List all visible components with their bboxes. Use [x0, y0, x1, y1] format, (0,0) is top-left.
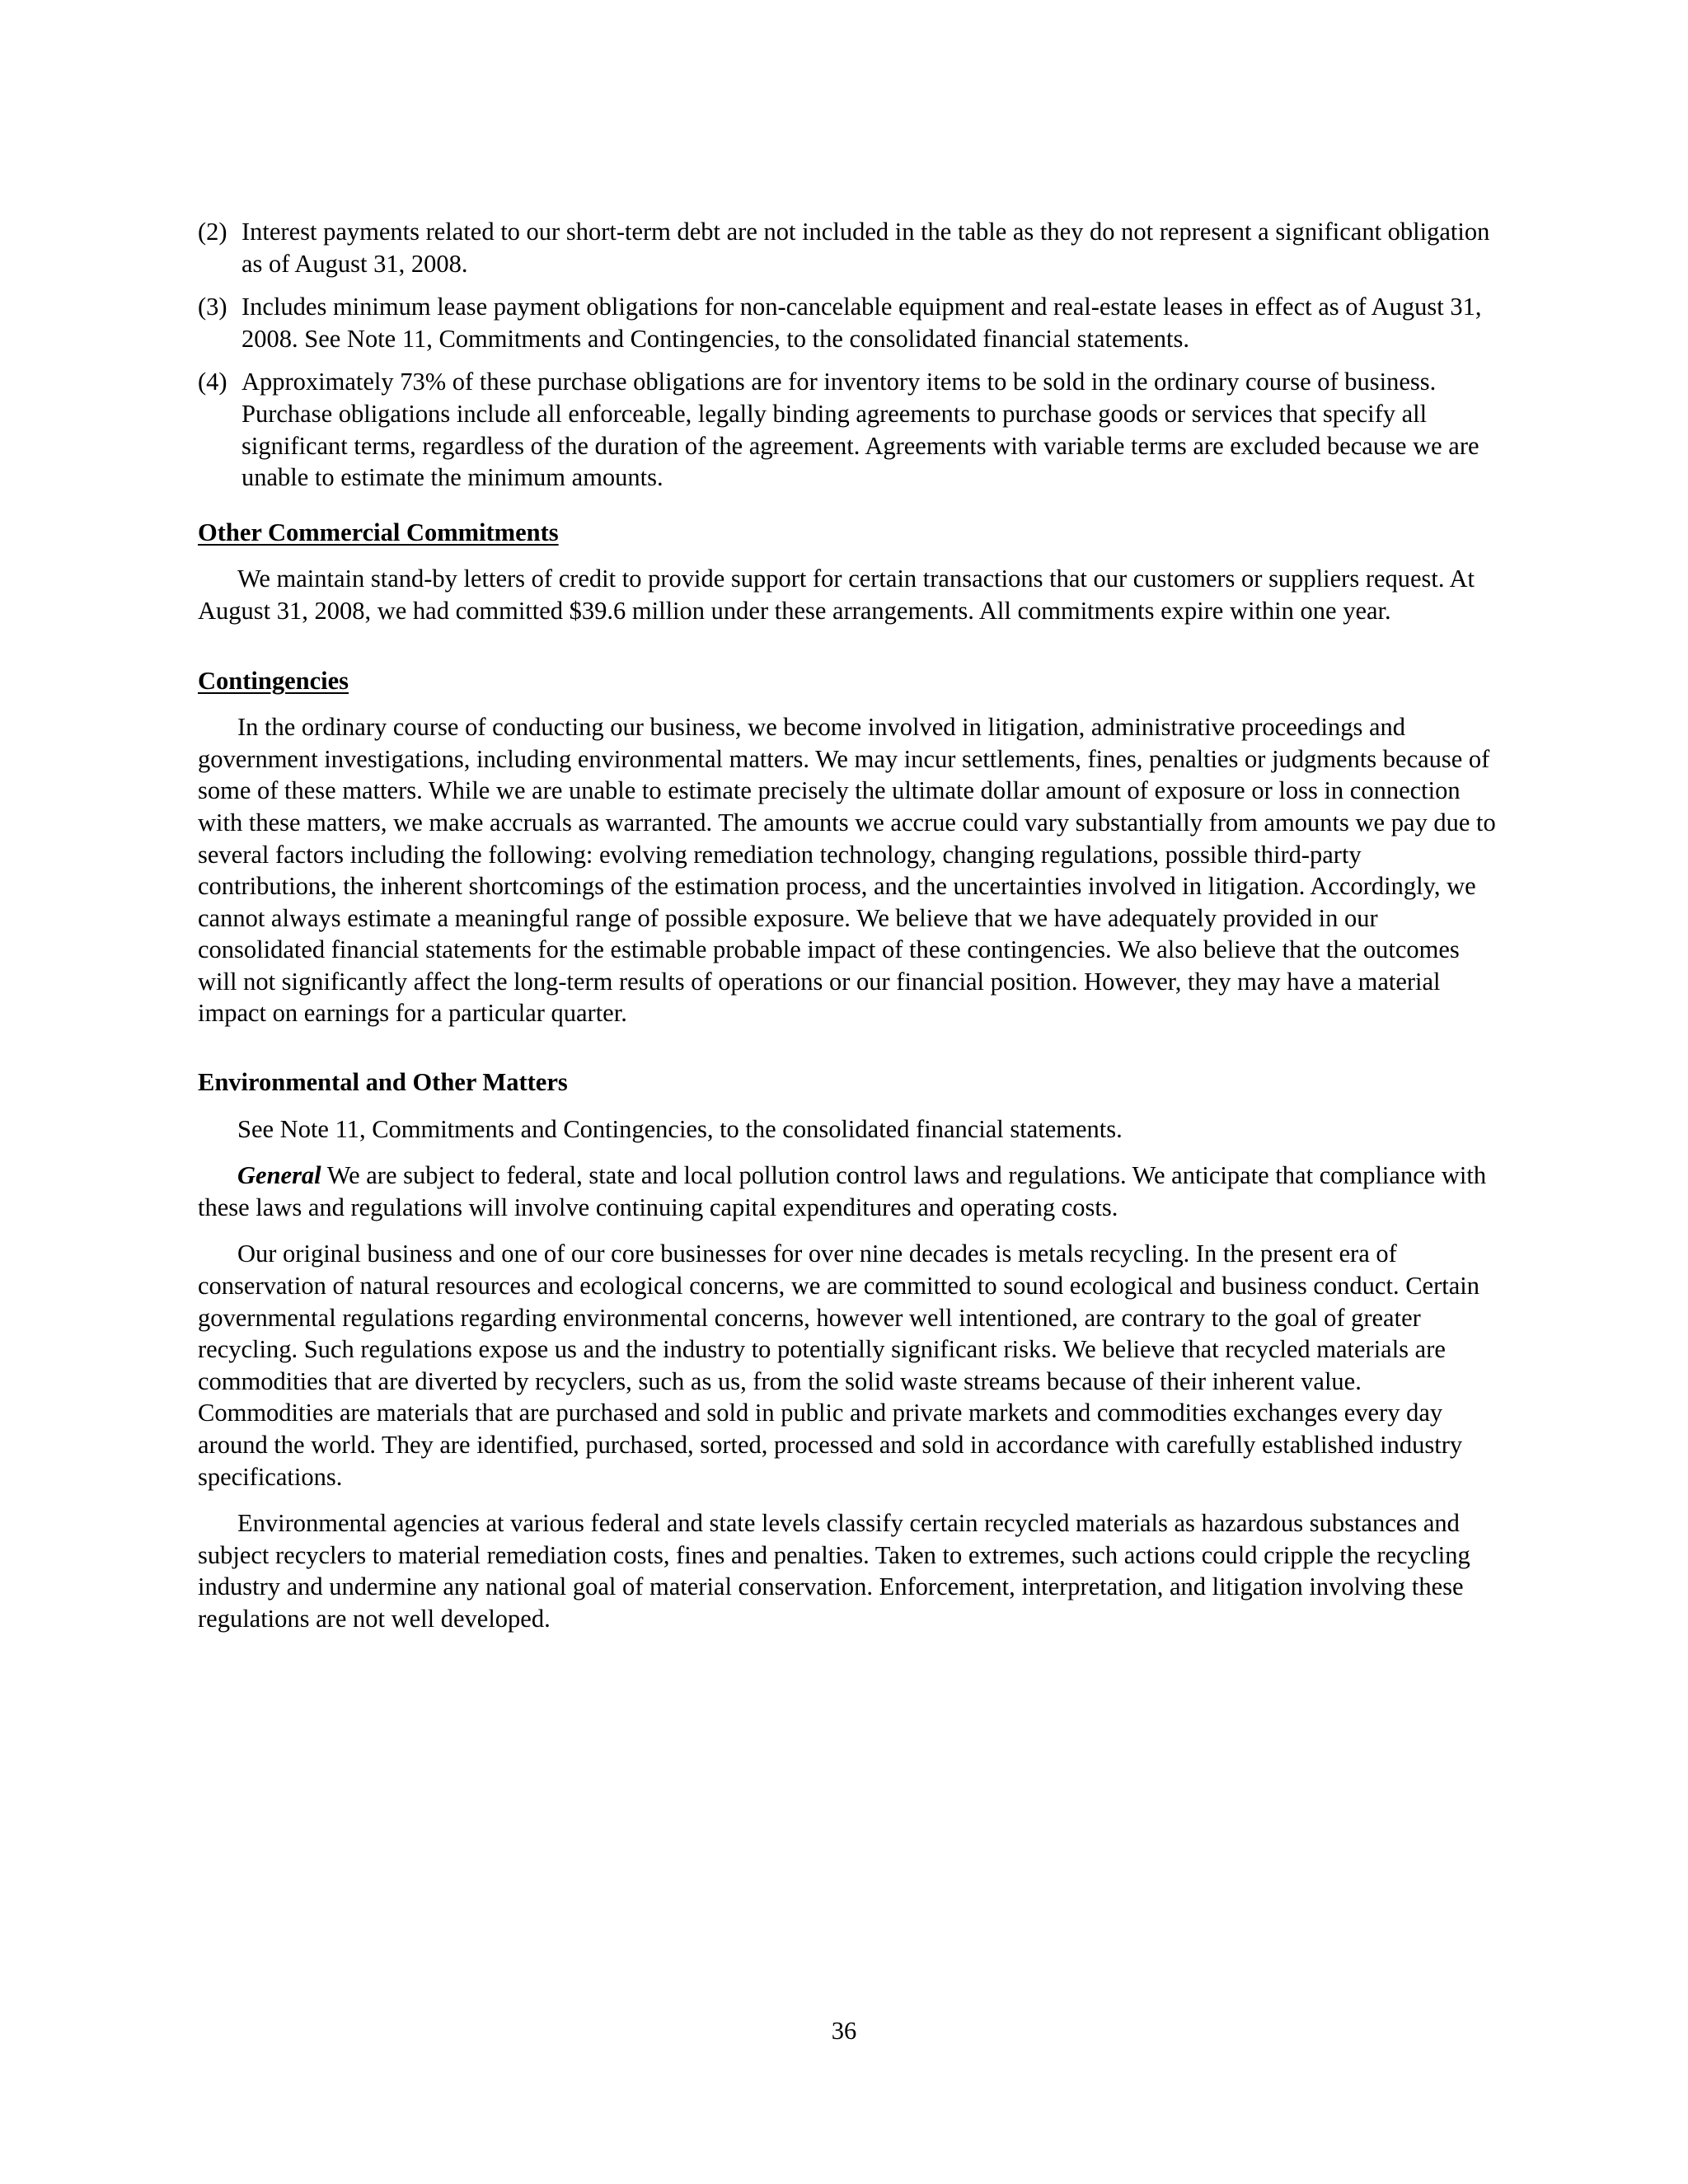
section-heading-contingencies [198, 665, 1500, 697]
footnote-number: (4) [198, 368, 227, 396]
footnote-text: Approximately 73% of these purchase obligations are for inventory items to be sold in the ordinary course of business. Purchase obligations include all enforceable, legally binding agreements to purchase goods or services that specify all significant terms, regardless of the duration of the agreement. Agreements with variable terms are excluded because we are unable to estimate the minimum amounts. [241, 368, 1479, 492]
footnote-number: (3) [198, 293, 227, 321]
see-note-paragraph: See Note 11, Commitments and Contingencies, to the consolidated financial statements. [237, 1114, 1123, 1143]
recycling-paragraph: Our original business and one of our core businesses for over nine decades is metals recycling. In the present era of conservation of natural resources and ecological concerns, we are committed to sound ecological and business conduct. Certain governmental regulations regarding environmental concerns, however well intentioned, are contrary to the goal of greater recycling. Such regulations expose us and the industry to potentially significant risks. We believe that recycled materials are commodities that are diverted by recyclers, such as us, from the solid waste streams because of their inherent value. Commodities are materials that are purchased and sold in public and private markets and commodities exchanges every day around the world. They are identified, purchased, sorted, processed and sold in accordance with carefully established industry specifications. [198, 1240, 1479, 1491]
section-heading-other-commercial-commitments [198, 517, 1500, 549]
footnote-number: (2) [198, 218, 227, 246]
section-heading-environmental [198, 1066, 1500, 1099]
footnote-2 [198, 216, 1500, 279]
footnote-text: Interest payments related to our short-term debt are not included in the table as they do not represent a significant obligation as of August 31, 2008. [241, 218, 1490, 278]
heading-text: Environmental and Other Matters [198, 1068, 568, 1097]
footnote-3 [198, 291, 1500, 354]
other-commercial-commitments-paragraph: We maintain stand-by letters of credit to provide support for certain transactions that our customers or suppliers request. At August 31, 2008, we had committed $39.6 million under these arrangements. All commitments expire within one year. [198, 565, 1475, 625]
contingencies-paragraph: In the ordinary course of conducting our business, we become involved in litigation, administrative proceedings and government investigations, including environmental matters. We may incur settlements, fines, penalties or judgments because of some of these matters. While we are unable to estimate precisely the ultimate dollar amount of exposure or loss in connection with these matters, we make accruals as warranted. The amounts we accrue could vary substantially from amounts we pay due to several factors including the following: evolving remediation technology, changing regulations, possible third-party contributions, the inherent shortcomings of the estimation process, and the uncertainties involved in litigation. Accordingly, we cannot always estimate a meaningful range of possible exposure. We believe that we have adequately provided in our consolidated financial statements for the estimable probable impact of these contingencies. We also believe that the outcomes will not significantly affect the long-term results of operations or our financial position. However, they may have a material impact on earnings for a particular quarter. [198, 713, 1496, 1028]
page-number: 36 [831, 2017, 857, 2045]
heading-text: Contingencies [198, 666, 349, 695]
heading-text: Other Commercial Commitments [198, 518, 559, 546]
document-page [198, 216, 1500, 1635]
footnote-text: Includes minimum lease payment obligations for non-cancelable equipment and real-estate leases in effect as of August 31, 2008. See Note 11, Commitments and Contingencies, to the consolidated financial statements. [241, 293, 1482, 353]
agencies-paragraph: Environmental agencies at various federal and state levels classify certain recycled materials as hazardous substances and subject recyclers to material remediation costs, fines and penalties. Taken to extremes, such actions could cripple the recycling industry and undermine any national goal of material conservation. Enforcement, interpretation, and litigation involving these regulations are not well developed. [198, 1509, 1470, 1633]
general-text: We are subject to federal, state and local pollution control laws and regulations. We anticipate that compliance with these laws and regulations will involve continuing capital expenditures and operating costs. [198, 1161, 1487, 1221]
footnote-4 [198, 366, 1500, 493]
general-paragraph [198, 1160, 1500, 1223]
general-lead-in: General [237, 1161, 321, 1190]
